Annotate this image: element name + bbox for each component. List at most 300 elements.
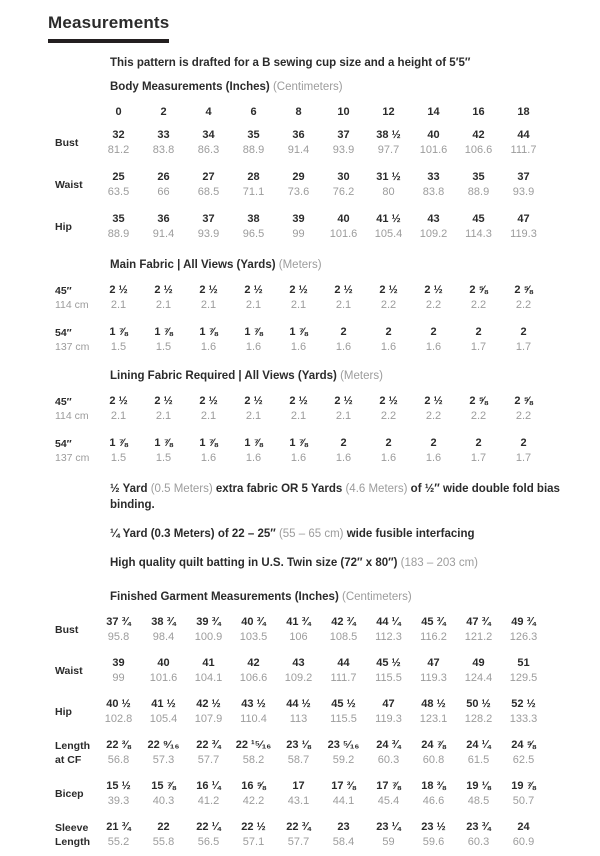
value-inches: 2 ½	[334, 284, 353, 296]
value-inches: 48 ½	[421, 698, 446, 710]
measurement-cell	[186, 325, 231, 355]
value-cm: 66	[157, 186, 170, 198]
value-cm: 71.1	[242, 186, 265, 198]
value-inches: 23 ¾	[466, 821, 491, 833]
measurement-cell	[96, 615, 141, 645]
table-row	[48, 738, 558, 768]
value-cm: 106.6	[239, 672, 268, 684]
size-column-header	[411, 105, 456, 120]
measurement-cell	[366, 656, 411, 686]
main-fabric-heading	[110, 258, 558, 273]
value-inches: 36	[157, 213, 170, 225]
value-cm: 2.1	[110, 299, 127, 311]
value-cm: 116.2	[420, 631, 447, 643]
page-title: Measurements	[48, 13, 169, 43]
value-cm: 88.9	[467, 186, 490, 198]
value-cm: 124.4	[464, 672, 493, 684]
value-inches: 42	[247, 657, 260, 669]
value-inches: 39	[112, 657, 125, 669]
value-inches: 22	[157, 821, 170, 833]
value-inches: 26	[157, 171, 170, 183]
measurement-cell	[501, 170, 546, 200]
value-cm: 2.2	[425, 410, 442, 422]
measurement-cell	[231, 128, 276, 158]
measurement-cell	[321, 436, 366, 466]
measurement-cell	[366, 394, 411, 424]
measurement-cell	[321, 212, 366, 242]
note-metric-text: (4.6 Meters)	[345, 483, 408, 495]
finished-garment-table	[48, 615, 558, 850]
measurement-cell	[321, 325, 366, 355]
value-cm: 1.6	[200, 341, 217, 353]
measurement-cell	[366, 738, 411, 768]
measurement-cell	[276, 283, 321, 313]
measurement-cell	[366, 212, 411, 242]
value-inches: 2	[385, 326, 392, 338]
measurement-cell	[501, 738, 546, 768]
value-inches: 2	[430, 437, 437, 449]
measurement-cell	[411, 738, 456, 768]
measurement-cell	[456, 779, 501, 809]
note-bias-binding	[110, 481, 580, 513]
value-inches: 34	[202, 129, 215, 141]
value-inches: 2 ½	[109, 395, 128, 407]
value-inches: 2 ½	[244, 395, 263, 407]
value-cm: 2.2	[380, 299, 397, 311]
measurement-cell	[141, 779, 186, 809]
value-inches: 2 ½	[199, 284, 218, 296]
value-inches: 16 ¼	[196, 780, 221, 792]
value-cm: 1.7	[515, 452, 532, 464]
value-cm: 41.2	[197, 795, 220, 807]
table-row	[48, 212, 558, 242]
value-inches: 44	[337, 657, 350, 669]
value-cm: 128.2	[464, 713, 493, 725]
value-cm: 109.2	[419, 228, 448, 240]
measurement-cell	[231, 820, 276, 850]
value-inches: 1 ⅞	[244, 437, 263, 449]
value-inches: 51	[517, 657, 530, 669]
measurement-cell	[501, 615, 546, 645]
value-cm: 1.6	[380, 341, 397, 353]
measurement-cell	[501, 325, 546, 355]
measurement-cell	[231, 738, 276, 768]
value-cm: 2.2	[515, 410, 532, 422]
measurement-cell	[186, 128, 231, 158]
row-label-text: Hip	[55, 706, 72, 718]
value-cm: 60.3	[377, 754, 400, 766]
measurement-cell	[321, 128, 366, 158]
value-inches: 43 ½	[241, 698, 266, 710]
value-cm: 2.1	[155, 410, 172, 422]
measurement-cell	[366, 170, 411, 200]
value-inches: 35	[247, 129, 260, 141]
note-metric-text: (55 – 65 cm)	[278, 528, 344, 540]
measurement-cell	[501, 283, 546, 313]
value-inches: 23 ½	[421, 821, 446, 833]
heading-sub: (Meters)	[340, 370, 383, 382]
row-label-text: Length	[55, 740, 90, 752]
measurement-cell	[276, 615, 321, 645]
measurement-cell	[411, 820, 456, 850]
value-inches: 1 ⅞	[109, 326, 128, 338]
row-label	[48, 212, 96, 242]
table-row	[48, 394, 558, 424]
value-cm: 1.6	[290, 452, 307, 464]
value-cm: 59	[382, 836, 395, 848]
value-cm: 104.1	[194, 672, 223, 684]
value-cm: 1.6	[200, 452, 217, 464]
row-label	[48, 656, 96, 686]
measurement-cell	[141, 170, 186, 200]
value-cm: 2.1	[335, 299, 352, 311]
value-inches: 24	[517, 821, 530, 833]
lining-fabric-heading	[110, 369, 558, 384]
measurement-cell	[411, 325, 456, 355]
value-inches: 37	[202, 213, 215, 225]
measurement-cell	[366, 283, 411, 313]
measurement-cell	[321, 697, 366, 727]
value-cm: 1.5	[155, 341, 172, 353]
value-inches: 47 ¾	[466, 616, 491, 628]
measurement-cell	[321, 170, 366, 200]
value-cm: 100.9	[194, 631, 223, 643]
row-label	[48, 128, 96, 158]
measurement-cell	[456, 697, 501, 727]
value-cm: 40.3	[152, 795, 175, 807]
value-cm: 57.3	[152, 754, 175, 766]
measurement-cell	[276, 394, 321, 424]
note-quilt-batting	[110, 555, 580, 571]
value-cm: 1.7	[470, 452, 487, 464]
value-cm: 1.5	[155, 452, 172, 464]
value-cm: 55.8	[152, 836, 175, 848]
measurement-cell	[411, 283, 456, 313]
value-cm: 63.5	[107, 186, 130, 198]
measurement-cell	[231, 394, 276, 424]
measurement-cell	[411, 436, 456, 466]
row-label-text: Waist	[55, 665, 83, 677]
value-inches: 33	[427, 171, 440, 183]
value-inches: 45 ½	[376, 657, 401, 669]
value-cm: 1.7	[515, 341, 532, 353]
measurement-cell	[141, 738, 186, 768]
size-label: 4	[205, 106, 212, 118]
measurement-cell	[456, 212, 501, 242]
measurement-cell	[141, 394, 186, 424]
value-cm: 103.5	[239, 631, 268, 643]
value-inches: 2 ½	[199, 395, 218, 407]
size-column-header	[96, 105, 141, 120]
measurement-cell	[366, 128, 411, 158]
note-metric-text: (183 – 203 cm)	[400, 557, 479, 569]
value-inches: 38	[247, 213, 260, 225]
measurement-cell	[141, 820, 186, 850]
measurement-cell	[501, 128, 546, 158]
value-cm: 1.6	[335, 341, 352, 353]
measurement-cell	[141, 283, 186, 313]
value-inches: 41	[202, 657, 215, 669]
value-cm: 62.5	[512, 754, 535, 766]
value-cm: 2.2	[380, 410, 397, 422]
measurement-cell	[186, 656, 231, 686]
measurement-cell	[456, 394, 501, 424]
value-inches: 22 ¹⁵⁄₁₆	[235, 739, 272, 751]
measurement-cell	[96, 170, 141, 200]
value-cm: 2.2	[470, 299, 487, 311]
value-inches: 50 ½	[466, 698, 491, 710]
value-cm: 98.4	[152, 631, 175, 643]
value-inches: 2	[340, 437, 347, 449]
measurement-cell	[501, 436, 546, 466]
size-column-header	[366, 105, 411, 120]
value-cm: 83.8	[422, 186, 445, 198]
value-cm: 80	[382, 186, 395, 198]
value-cm: 57.1	[242, 836, 265, 848]
value-inches: 24 ⅝	[511, 739, 536, 751]
value-inches: 31 ½	[376, 171, 401, 183]
measurement-cell	[186, 436, 231, 466]
value-cm: 99	[112, 672, 125, 684]
row-label-text: Bicep	[55, 788, 84, 800]
measurement-cell	[411, 615, 456, 645]
measurement-cell	[411, 697, 456, 727]
note-text: ½ Yard	[110, 483, 151, 495]
measurement-cell	[411, 170, 456, 200]
table-row	[48, 283, 558, 313]
value-cm: 44.1	[332, 795, 355, 807]
section-lining-fabric	[48, 369, 558, 466]
value-inches: 33	[157, 129, 170, 141]
measurement-cell	[411, 779, 456, 809]
section-main-fabric	[48, 258, 558, 355]
measurement-cell	[141, 212, 186, 242]
value-inches: 21 ¾	[106, 821, 131, 833]
measurement-cell	[501, 820, 546, 850]
size-column-header	[321, 105, 366, 120]
measurement-cell	[366, 820, 411, 850]
measurement-cell	[96, 212, 141, 242]
measurement-cell	[141, 325, 186, 355]
value-cm: 110.4	[240, 713, 267, 725]
value-inches: 37	[337, 129, 350, 141]
measurement-cell	[321, 615, 366, 645]
value-cm: 101.6	[149, 672, 178, 684]
value-cm: 2.2	[470, 410, 487, 422]
row-label	[48, 394, 96, 424]
value-cm: 133.3	[509, 713, 538, 725]
table-row	[48, 820, 558, 850]
lining-fabric-table	[48, 394, 558, 466]
value-cm: 106.6	[464, 144, 493, 156]
value-inches: 2 ½	[424, 284, 443, 296]
measurement-cell	[276, 697, 321, 727]
value-cm: 2.1	[200, 299, 217, 311]
value-inches: 2 ½	[109, 284, 128, 296]
measurement-cell	[456, 820, 501, 850]
measurement-cell	[411, 212, 456, 242]
value-cm: 1.6	[245, 452, 262, 464]
size-label: 10	[337, 106, 350, 118]
heading-sub: (Centimeters)	[272, 81, 343, 93]
value-cm: 2.1	[245, 299, 262, 311]
value-inches: 2	[430, 326, 437, 338]
value-inches: 52 ½	[511, 698, 536, 710]
value-inches: 45	[472, 213, 485, 225]
value-inches: 38 ¾	[151, 616, 176, 628]
value-inches: 37 ¾	[106, 616, 131, 628]
measurement-cell	[141, 656, 186, 686]
table-row	[48, 615, 558, 645]
value-cm: 111.7	[510, 144, 537, 156]
value-inches: 1 ⅞	[154, 326, 173, 338]
value-cm: 86.3	[197, 144, 220, 156]
value-inches: 19 ⅛	[466, 780, 491, 792]
size-label: 0	[115, 106, 122, 118]
value-cm: 55.2	[107, 836, 130, 848]
measurement-cell	[321, 820, 366, 850]
row-label-text: Bust	[55, 137, 79, 149]
value-inches: 47	[382, 698, 395, 710]
measurement-cell	[456, 283, 501, 313]
value-cm: 58.4	[332, 836, 355, 848]
value-inches: 1 ⅞	[199, 437, 218, 449]
row-label-text: Length	[55, 836, 90, 848]
measurement-cell	[186, 615, 231, 645]
table-row	[48, 128, 558, 158]
value-inches: 2	[340, 326, 347, 338]
measurement-cell	[96, 436, 141, 466]
value-cm: 68.5	[197, 186, 220, 198]
value-inches: 2 ⅝	[514, 395, 533, 407]
value-inches: 44	[517, 129, 530, 141]
value-inches: 49	[472, 657, 485, 669]
value-cm: 73.6	[287, 186, 310, 198]
value-inches: 22 ½	[241, 821, 266, 833]
value-inches: 2 ½	[424, 395, 443, 407]
measurement-cell	[501, 697, 546, 727]
measurement-cell	[96, 697, 141, 727]
value-inches: 39	[292, 213, 305, 225]
value-cm: 113	[289, 713, 308, 725]
value-inches: 2 ⅝	[514, 284, 533, 296]
size-label: 6	[250, 106, 257, 118]
row-label	[48, 779, 96, 809]
value-inches: 22 ¼	[196, 821, 221, 833]
value-inches: 23 ⁵⁄₁₆	[327, 739, 360, 751]
value-cm: 106	[289, 631, 308, 643]
value-cm: 60.3	[467, 836, 490, 848]
value-inches: 22 ⅜	[106, 739, 131, 751]
measurement-cell	[231, 436, 276, 466]
value-cm: 108.5	[329, 631, 358, 643]
value-cm: 60.8	[422, 754, 445, 766]
note-text: extra fabric OR 5 Yards	[212, 483, 346, 495]
body-measurements-heading	[110, 80, 558, 95]
value-cm: 119.3	[510, 228, 537, 240]
measurement-cell	[366, 615, 411, 645]
value-cm: 57.7	[197, 754, 220, 766]
row-label-text: 54″	[55, 438, 72, 450]
value-inches: 23	[337, 821, 350, 833]
value-inches: 22 ¾	[286, 821, 311, 833]
size-column-header	[231, 105, 276, 120]
row-label-cm: 137 cm	[55, 341, 90, 353]
measurement-cell	[186, 820, 231, 850]
row-label	[48, 325, 96, 355]
value-cm: 45.4	[377, 795, 400, 807]
value-inches: 30	[337, 171, 350, 183]
row-label	[48, 697, 96, 727]
row-label-text: Sleeve	[55, 822, 89, 834]
measurement-cell	[96, 656, 141, 686]
measurement-cell	[186, 779, 231, 809]
value-cm: 1.6	[425, 452, 442, 464]
value-inches: 2	[475, 437, 482, 449]
row-label-spacer	[48, 105, 96, 120]
value-cm: 61.5	[467, 754, 490, 766]
measurement-cell	[456, 738, 501, 768]
row-label-text: Hip	[55, 221, 72, 233]
value-inches: 24 ¼	[466, 739, 491, 751]
measurement-cell	[141, 615, 186, 645]
measurement-cell	[366, 779, 411, 809]
value-inches: 1 ⅞	[199, 326, 218, 338]
measurement-cell	[231, 283, 276, 313]
value-cm: 1.6	[335, 452, 352, 464]
measurement-cell	[501, 394, 546, 424]
main-fabric-table	[48, 283, 558, 355]
measurement-cell	[456, 436, 501, 466]
measurement-cell	[141, 697, 186, 727]
measurement-cell	[366, 697, 411, 727]
measurement-cell	[321, 779, 366, 809]
measurement-cell	[96, 738, 141, 768]
row-label-text: at CF	[55, 754, 82, 766]
value-cm: 50.7	[512, 795, 535, 807]
value-inches: 2 ½	[289, 284, 308, 296]
measurement-cell	[456, 656, 501, 686]
value-inches: 23 ¼	[376, 821, 401, 833]
value-cm: 2.2	[425, 299, 442, 311]
measurement-cell	[96, 394, 141, 424]
table-row	[48, 697, 558, 727]
value-inches: 2	[385, 437, 392, 449]
value-cm: 129.5	[509, 672, 538, 684]
value-cm: 1.5	[110, 452, 127, 464]
size-label: 2	[160, 106, 167, 118]
value-inches: 44 ¼	[376, 616, 401, 628]
row-label	[48, 738, 96, 768]
row-label	[48, 170, 96, 200]
measurement-cell	[276, 820, 321, 850]
heading-main: Main Fabric | All Views (Yards)	[110, 259, 276, 271]
measurement-cell	[96, 325, 141, 355]
measurement-cell	[186, 283, 231, 313]
value-cm: 1.6	[290, 341, 307, 353]
value-inches: 22 ⁹⁄₁₆	[147, 739, 180, 751]
value-cm: 1.6	[425, 341, 442, 353]
measurement-cell	[456, 170, 501, 200]
note-text: ¼ Yard (0.3 Meters) of 22 – 25″	[110, 528, 279, 540]
measurement-cell	[276, 656, 321, 686]
value-inches: 24 ¾	[376, 739, 401, 751]
value-cm: 105.4	[149, 713, 178, 725]
table-row	[48, 170, 558, 200]
value-inches: 29	[292, 171, 305, 183]
value-cm: 57.7	[287, 836, 310, 848]
value-inches: 27	[202, 171, 215, 183]
